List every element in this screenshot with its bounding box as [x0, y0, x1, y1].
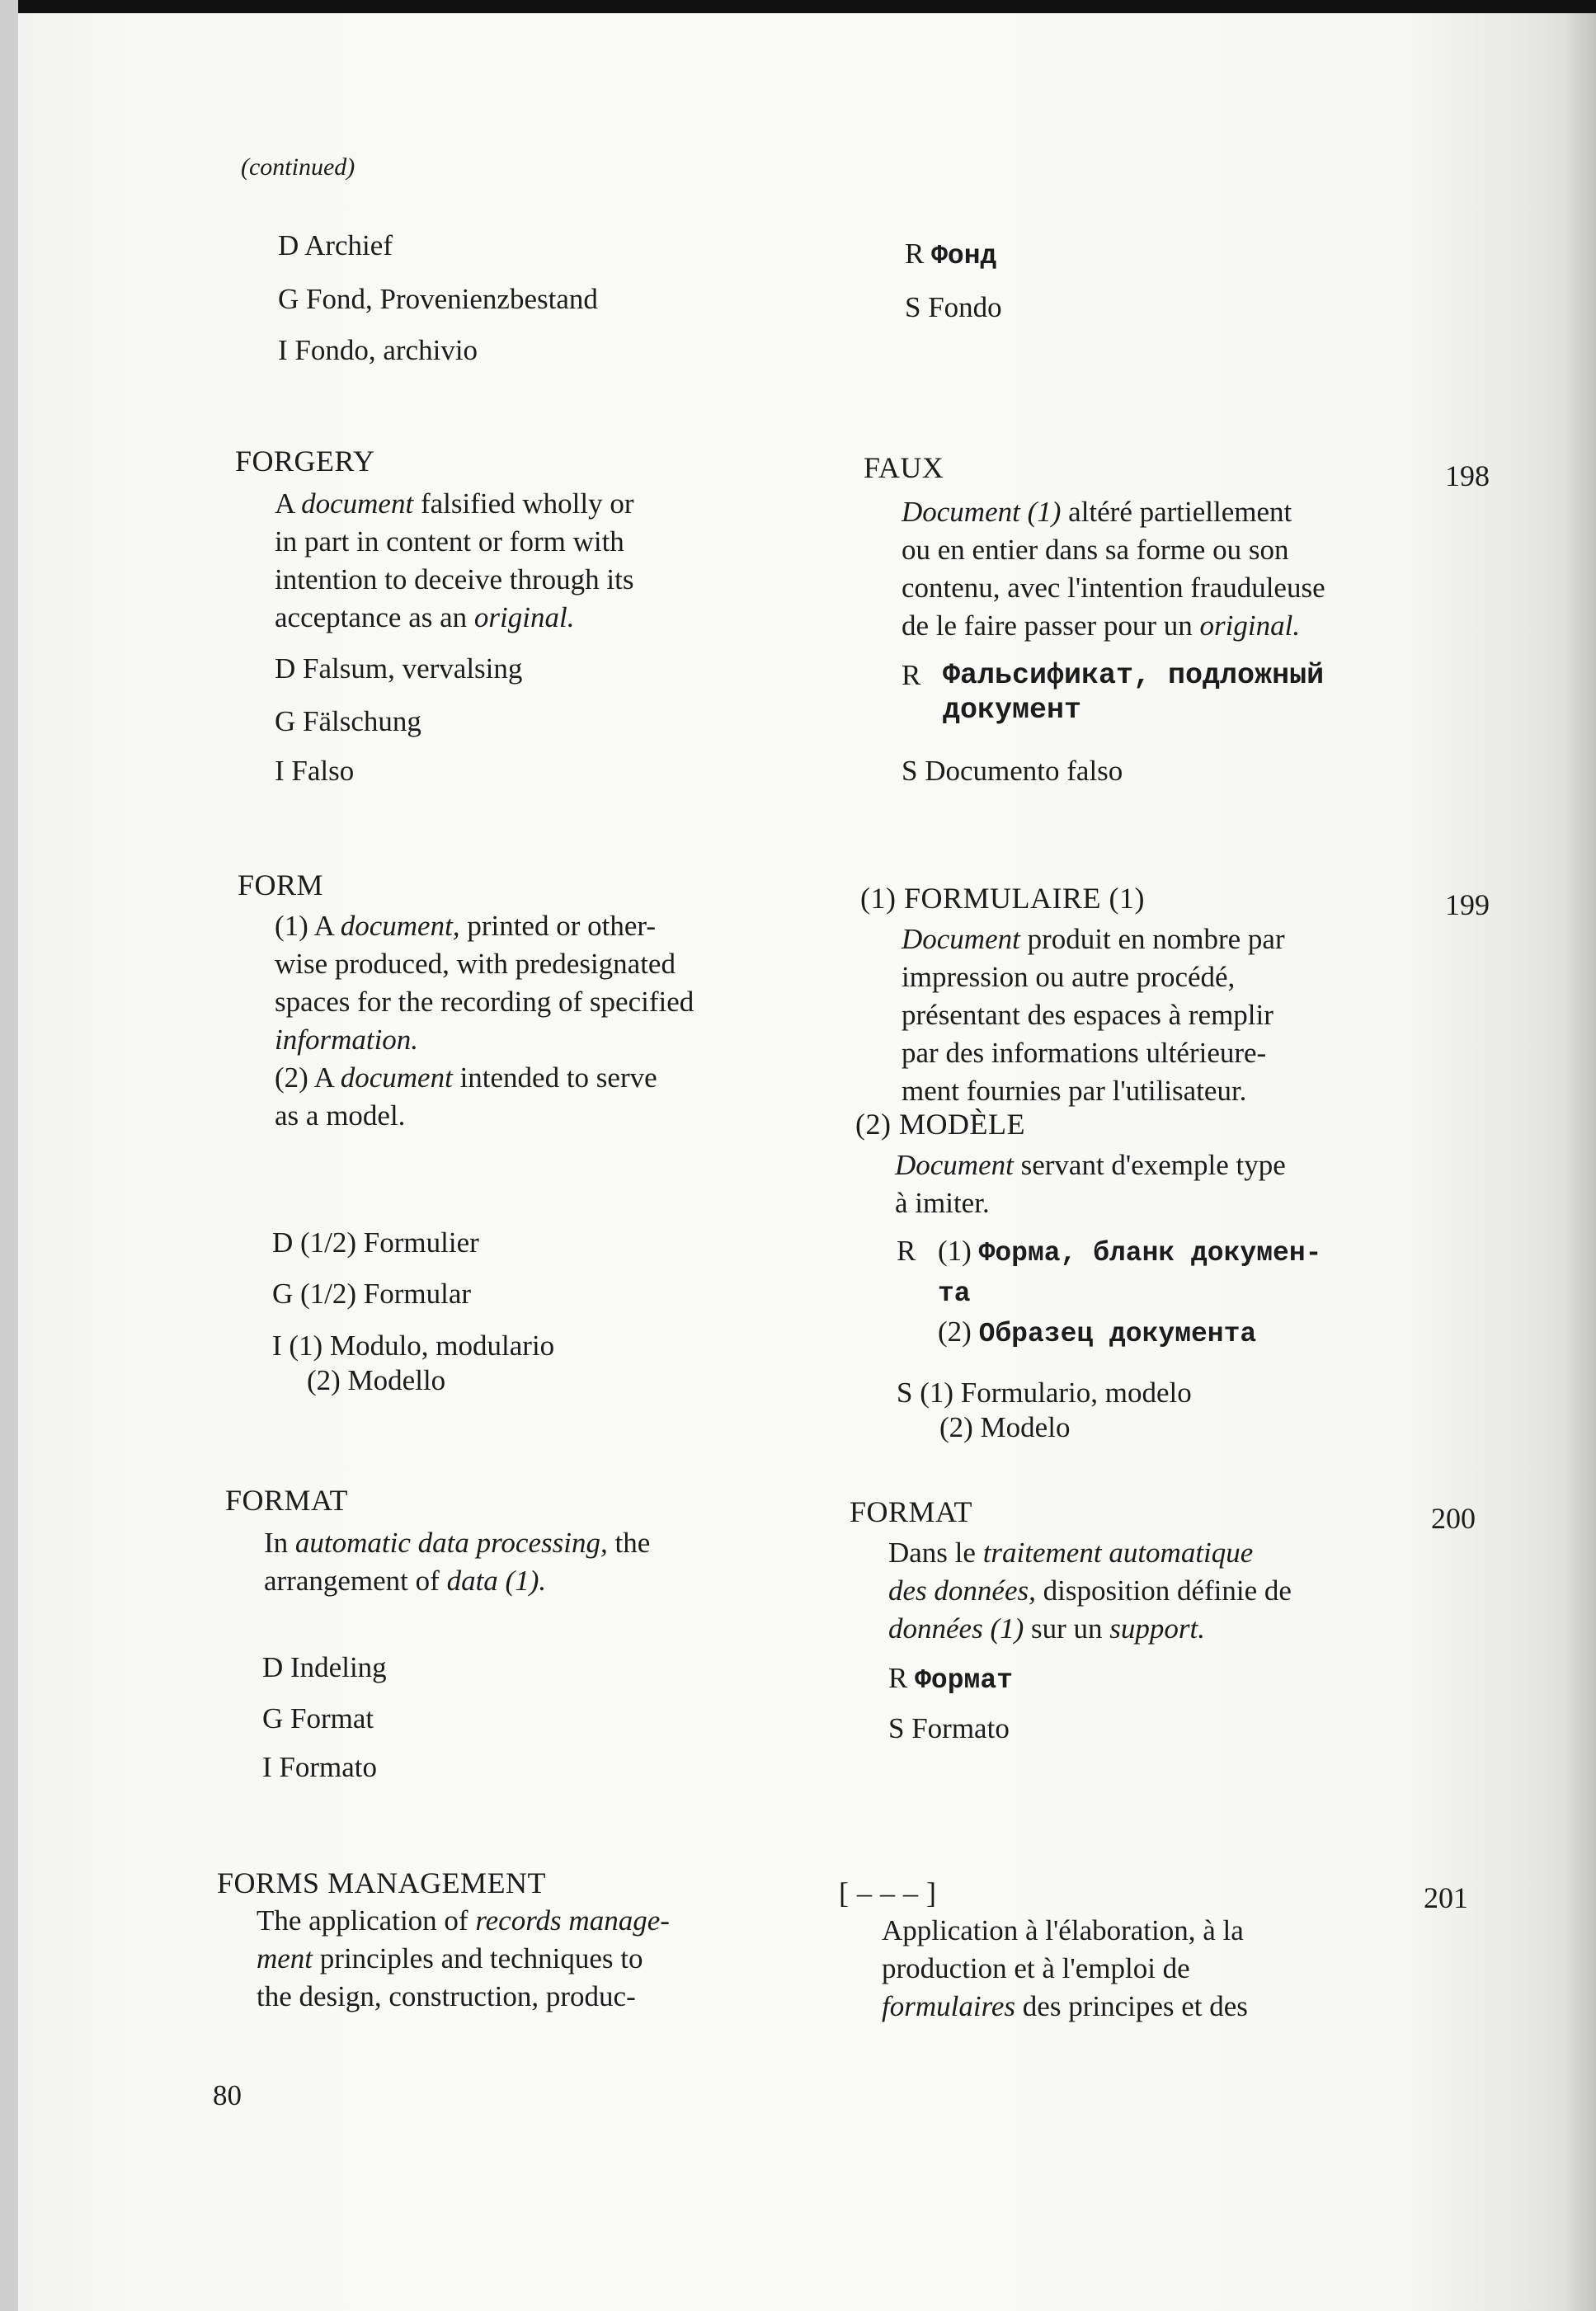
entry-198-italian: I Falso [275, 755, 355, 787]
entry-198-russian: Фальсификат, подложный документ [943, 659, 1325, 727]
entry-198-def-fr: Document (1) altéré partiellement ou en entier dans sa forme ou son contenu, avec l'intention frauduleuse de le faire passer pour un original. [902, 496, 1325, 642]
entry-199-number: 199 [1445, 888, 1490, 921]
entry-201-number: 201 [1424, 1881, 1468, 1914]
cont-spanish: S Fondo [905, 291, 1002, 323]
entry-199-russian-label: R [897, 1235, 916, 1267]
entry-200-def-en: In automatic data processing, the arrangement of data (1). [264, 1527, 651, 1597]
entry-200-def-fr: Dans le traitement automatique des données, disposition définie de données (1) sur un support. [888, 1537, 1292, 1645]
entry-200-dutch: D Indeling [262, 1651, 387, 1683]
entry-199-def-en: (1) A document, printed or other- wise produced, with predesignated spaces for the recording of specified information. (2) A document intended to serve as a model. [275, 910, 694, 1132]
entry-198-term-en: FORGERY [235, 445, 375, 478]
entry-199-def-fr-1: Document produit en nombre par impression ou autre procédé, présentant des espaces à remplir par des informations ultérieure- ment fournies par l'utilisateur. [902, 923, 1285, 1107]
entry-198-number: 198 [1445, 459, 1490, 492]
entry-201-term-fr: [ – – – ] [839, 1876, 937, 1909]
cont-german: G Fond, Provenienzbestand [278, 283, 598, 315]
page-gutter-shadow [1563, 13, 1596, 2311]
entry-200-italian: I Formato [262, 1751, 378, 1783]
entry-198-german: G Fälschung [275, 705, 421, 737]
entry-199-russian: (1) Форма, бланк докумен- та (2) Образец документа [938, 1235, 1322, 1349]
page-number: 80 [213, 2079, 242, 2111]
cont-dutch: D Archief [278, 229, 393, 261]
entry-199-def-fr-2: Document servant d'exemple type à imiter. [895, 1149, 1286, 1219]
entry-200-term-en: FORMAT [225, 1484, 349, 1517]
entry-199-term-fr-1: (1) FORMULAIRE (1) [860, 882, 1145, 915]
entry-200-german: G Format [262, 1702, 374, 1734]
entry-199-term-fr-2: (2) MODÈLE [855, 1108, 1025, 1141]
entry-200-term-fr: FORMAT [850, 1495, 973, 1528]
entry-199-german: G (1/2) Formular [272, 1278, 472, 1310]
entry-201-term-en: FORMS MANAGEMENT [217, 1866, 547, 1899]
entry-200-spanish: S Formato [888, 1712, 1010, 1744]
cont-russian-label: R [905, 238, 932, 270]
entry-201-def-en: The application of records manage- ment principles and techniques to the design, construction, produc- [257, 1904, 670, 2012]
entry-198-spanish: S Documento falso [902, 755, 1123, 787]
entry-199-spanish-1: S (1) Formulario, modelo [897, 1377, 1192, 1409]
entry-199-italian-2: (2) Modello [307, 1364, 446, 1396]
entry-198-def-en: A document falsified wholly or in part in content or form with intention to deceive through its acceptance as an original. [275, 487, 634, 633]
book-page [18, 13, 1596, 2311]
entry-199-dutch: D (1/2) Formulier [272, 1226, 479, 1259]
entry-198-dutch: D Falsum, vervalsing [275, 652, 523, 685]
entry-199-term-en: FORM [238, 868, 324, 901]
entry-200-russian [888, 1659, 1013, 1700]
entry-198-term-fr: FAUX [864, 451, 944, 484]
entry-200-russian-label: R [888, 1662, 916, 1694]
cont-russian [905, 235, 996, 275]
scan-top-border [0, 0, 1596, 13]
entry-200-russian-term: Формат [915, 1665, 1013, 1696]
entry-199-italian-1: I (1) Modulo, modulario [272, 1330, 555, 1362]
continued-label: (continued) [241, 153, 355, 181]
entry-200-number: 200 [1431, 1502, 1476, 1535]
scan-left-edge [0, 0, 18, 2311]
cont-italian: I Fondo, archivio [278, 334, 478, 366]
entry-201-def-fr: Application à l'élaboration, à la production et à l'emploi de formulaires des principes et des [882, 1914, 1248, 2022]
cont-russian-term: Фонд [931, 241, 997, 271]
entry-198-russian-label: R [902, 659, 921, 691]
entry-199-spanish-2: (2) Modelo [939, 1411, 1071, 1443]
